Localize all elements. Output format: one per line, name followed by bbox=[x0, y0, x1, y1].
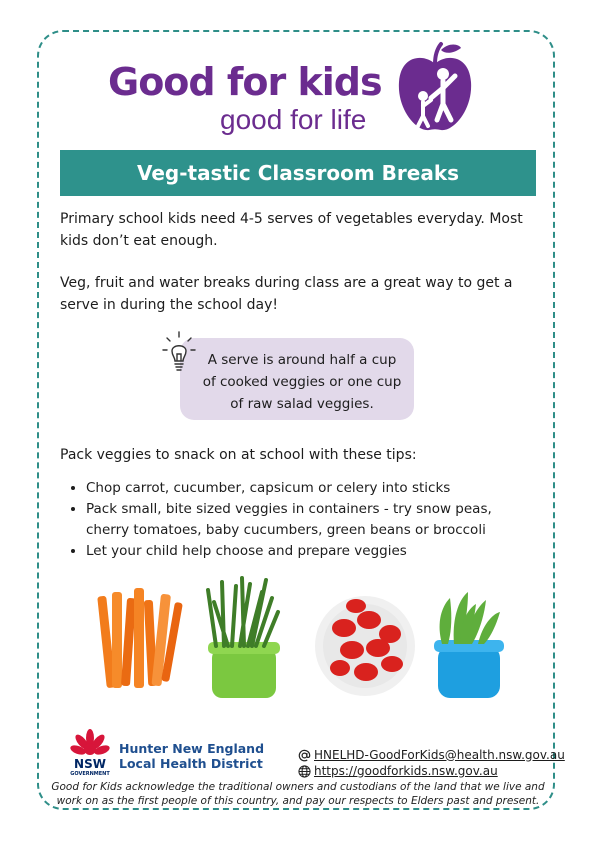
list-item: • Pack small, bite sized veggies in containers - try snow peas, cherry tomatoes, baby cucumbers, green beans or broccoli bbox=[86, 499, 530, 541]
list-item: • Chop carrot, cucumber, capsicum or celery into sticks bbox=[86, 478, 530, 499]
carrot-sticks-photo bbox=[97, 588, 183, 688]
district-line-1: Hunter New England bbox=[119, 741, 265, 756]
district-name bbox=[119, 741, 264, 771]
lightbulb-icon bbox=[162, 330, 196, 374]
contact-details bbox=[298, 747, 565, 779]
website-link[interactable]: https://goodforkids.nsw.gov.au bbox=[314, 763, 498, 778]
intro-paragraph-2: Veg, fruit and water breaks during class are a great way to get a serve in during the school day! bbox=[60, 275, 513, 313]
intro-paragraph-1: Primary school kids need 4-5 serves of vegetables everyday. Most kids don’t eat enough. bbox=[60, 211, 523, 249]
globe-icon bbox=[298, 765, 311, 778]
nsw-label: NSW bbox=[74, 757, 106, 771]
page-title-banner: Veg-tastic Classroom Breaks bbox=[60, 150, 536, 196]
district-line-2: Local Health District bbox=[119, 756, 263, 771]
veggie-photos bbox=[90, 576, 520, 706]
green-beans-photo bbox=[208, 578, 280, 698]
serve-tip-box bbox=[180, 338, 414, 420]
cherry-tomatoes-photo bbox=[315, 596, 415, 696]
logo-subtitle: good for life bbox=[220, 104, 367, 135]
pack-tips-heading: Pack veggies to snack on at school with these tips: bbox=[60, 447, 417, 463]
pack-tips-list bbox=[60, 478, 530, 562]
serve-tip-text: A serve is around half a cup of cooked veggies or one cup of raw salad veggies. bbox=[202, 352, 402, 412]
at-icon bbox=[298, 749, 311, 762]
nsw-government-label: GOVERNMENT bbox=[70, 771, 110, 776]
snow-peas-photo bbox=[434, 592, 504, 698]
email-link[interactable]: HNELHD-GoodForKids@health.nsw.gov.au bbox=[314, 747, 565, 762]
logo-title: Good for kids bbox=[108, 60, 382, 104]
good-for-kids-logo bbox=[108, 40, 488, 136]
waratah-icon bbox=[60, 728, 120, 776]
list-item: • Let your child help choose and prepare veggies bbox=[86, 541, 530, 562]
acknowledgement-of-country: Good for Kids acknowledge the traditional owners and custodians of the land that we live and work on as the first people of this country, and pay our respects to Elders past and present. bbox=[51, 781, 545, 807]
apple-family-icon bbox=[395, 40, 475, 136]
